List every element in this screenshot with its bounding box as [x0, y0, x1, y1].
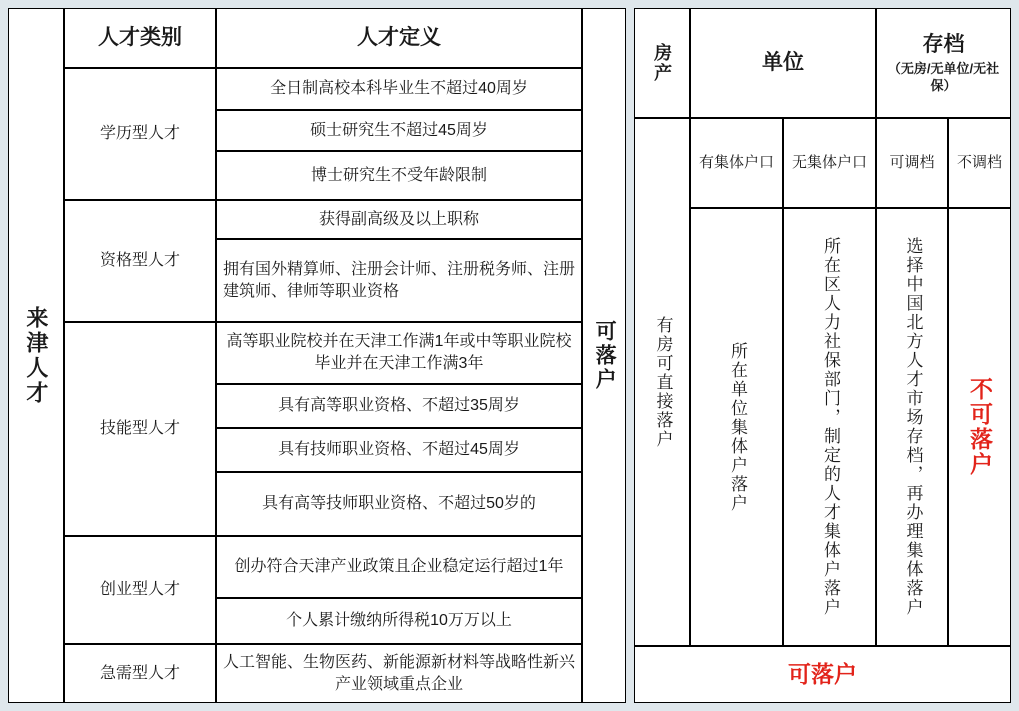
definition-item: 拥有国外精算师、注册会计师、注册税务师、注册建筑师、律师等职业资格: [216, 239, 582, 322]
header-category: 人才类别: [64, 8, 216, 68]
content-not-transferable: 不可落户: [948, 208, 1011, 646]
content-has-collective: 所在单位集体户落户: [690, 208, 783, 646]
subheader-has-collective: 有集体户口: [690, 118, 783, 208]
definition-item: 创办符合天津产业政策且企业稳定运行超过1年: [216, 536, 582, 598]
definition-item: 具有高等职业资格、不超过35周岁: [216, 384, 582, 428]
category-jixu: 急需型人才: [64, 644, 216, 703]
definition-item: 具有技师职业资格、不超过45周岁: [216, 428, 582, 472]
header-archive: [876, 8, 1011, 118]
content-property: 有房可直接落户: [634, 118, 690, 646]
content-no-collective: 所在区人力社保部门，制定的人才集体户落户: [783, 208, 876, 646]
definition-item: 个人累计缴纳所得税10万万以上: [216, 598, 582, 644]
subheader-no-collective: 无集体户口: [783, 118, 876, 208]
header-property: 房产: [634, 8, 690, 118]
header-archive-title: 存档: [922, 33, 965, 57]
definition-item: 全日制高校本科毕业生不超过40周岁: [216, 68, 582, 110]
right-footer-result: 可落户: [634, 646, 1011, 703]
subheader-transferable: 可调档: [876, 118, 948, 208]
category-xueli: 学历型人才: [64, 68, 216, 200]
header-work-unit: 单位: [690, 8, 876, 118]
definition-item: 获得副高级及以上职称: [216, 200, 582, 239]
header-definition: 人才定义: [216, 8, 582, 68]
content-transferable: 选择中国北方人才市场存档，再办理集体落户: [876, 208, 948, 646]
definition-item: 具有高等技师职业资格、不超过50岁的: [216, 472, 582, 536]
category-jineng: 技能型人才: [64, 322, 216, 536]
subheader-not-transferable: 不调档: [948, 118, 1011, 208]
definition-item: 高等职业院校并在天津工作满1年或中等职业院校毕业并在天津工作满3年: [216, 322, 582, 384]
left-result: 可落户: [582, 8, 626, 703]
definition-item: 博士研究生不受年龄限制: [216, 151, 582, 200]
category-chuangye: 创业型人才: [64, 536, 216, 644]
header-archive-note: （无房/无单位/无社保）: [887, 60, 1000, 94]
definition-item: 人工智能、生物医药、新能源新材料等战略性新兴产业领域重点企业: [216, 644, 582, 703]
category-zige: 资格型人才: [64, 200, 216, 322]
definition-item: 硕士研究生不超过45周岁: [216, 110, 582, 151]
left-row-label: 来津人才: [8, 8, 64, 703]
